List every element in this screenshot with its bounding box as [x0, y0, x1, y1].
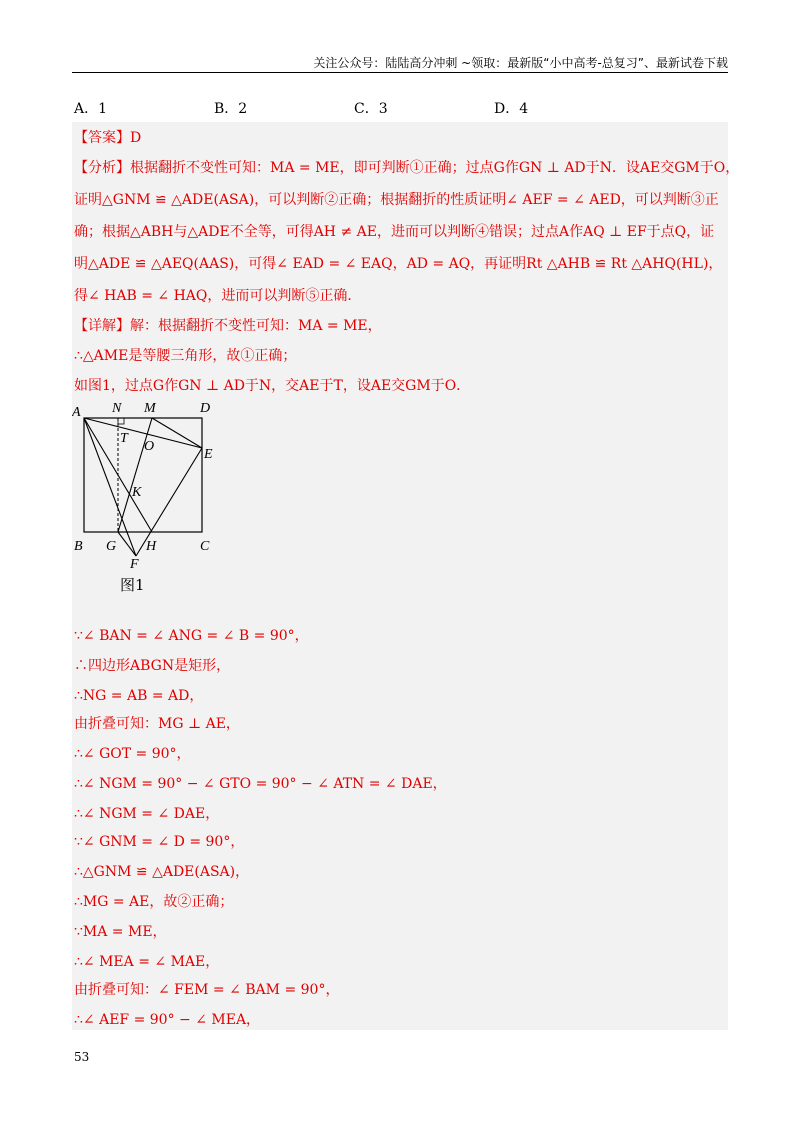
- step-line-13: 由折叠可知：∠ FEM = ∠ BAM = 90°，: [74, 982, 340, 998]
- label-a: A: [72, 405, 81, 420]
- label-o: O: [144, 439, 155, 454]
- square-abcd: [84, 418, 202, 532]
- header-rule: [72, 72, 728, 73]
- label-t: T: [120, 431, 128, 446]
- analysis-line-5: 得∠ HAB = ∠ HAQ，进而可以判断⑤正确．: [74, 288, 362, 304]
- detail-line-2: ∴△AME是等腰三角形，故①正确；: [74, 348, 297, 364]
- step-line-7: ∴∠ NGM = ∠ DAE，: [74, 806, 220, 822]
- figure-caption: 图1: [120, 576, 145, 594]
- step-line-9: ∴△GNM ≌ △ADE(ASA)，: [74, 864, 250, 880]
- page-header: 关注公众号：陆陆高分冲刺 ~领取：最新版“小中高考-总复习”、最新试卷下载: [313, 56, 728, 70]
- step-line-1: ∵∠ BAN = ∠ ANG = ∠ B = 90°，: [74, 628, 309, 644]
- step-line-8: ∵∠ GNM = ∠ D = 90°，: [74, 834, 245, 850]
- segment-ae: [84, 418, 202, 448]
- option-d: D．4: [494, 101, 529, 117]
- answer-options: [74, 98, 674, 118]
- step-line-11: ∵MA = ME，: [74, 924, 167, 940]
- label-h: H: [146, 539, 157, 554]
- option-b: B．2: [214, 101, 248, 117]
- segment-af: [84, 418, 136, 556]
- segment-gf: [118, 532, 136, 556]
- analysis-line-4: 明△ADE ≌ △AEQ(AAS)，可得∠ EAD = ∠ EAQ，AD = AQ，再证明Rt △AHB ≌ Rt △AHQ(HL)，: [74, 256, 723, 272]
- analysis-line-2: 证明△GNM ≌ △ADE(ASA)，可以判断②正确；根据翻折的性质证明∠ AEF = ∠ AED，可以判断③正: [74, 192, 719, 208]
- label-g: G: [106, 539, 117, 554]
- label-n: N: [112, 401, 122, 416]
- step-line-6: ∴∠ NGM = 90° − ∠ GTO = 90° − ∠ ATN = ∠ DAE，: [74, 776, 447, 792]
- label-b: B: [74, 539, 83, 554]
- step-line-12: ∴∠ MEA = ∠ MAE，: [74, 954, 220, 970]
- label-m: M: [144, 401, 156, 416]
- label-k: K: [132, 485, 142, 500]
- right-angle-mark: [118, 418, 124, 424]
- label-d: D: [200, 401, 211, 416]
- option-a: A．1: [74, 101, 108, 117]
- segment-me: [152, 418, 202, 448]
- option-c: C．3: [354, 101, 388, 117]
- label-e: E: [204, 447, 213, 462]
- analysis-line-3: 确；根据△ABH与△ADE不全等，可得AH ≠ AE，进而可以判断④错误；过点A作AQ ⊥ EF于点Q，证: [74, 224, 715, 240]
- answer-line: 【答案】D: [74, 130, 142, 146]
- step-line-4: 由折叠可知：MG ⊥ AE，: [74, 716, 240, 732]
- geometry-figure: [72, 398, 232, 598]
- step-line-10: ∴MG = AE，故②正确；: [74, 894, 234, 910]
- label-f: F: [130, 557, 139, 572]
- detail-line-1: 【详解】解：根据翻折不变性可知：MA = ME，: [74, 318, 382, 334]
- label-c: C: [200, 539, 210, 554]
- page-number: 53: [74, 1050, 90, 1064]
- step-line-3: ∴NG = AB = AD，: [74, 688, 204, 704]
- analysis-line-1: 【分析】根据翻折不变性可知：MA = ME，即可判断①正确；过点G作GN ⊥ AD于N．设AE交GM于O，: [74, 160, 740, 176]
- step-line-2: ∴四边形ABGN是矩形，: [74, 658, 231, 674]
- detail-line-3: 如图1，过点G作GN ⊥ AD于N，交AE于T，设AE交GM于O．: [74, 378, 471, 394]
- step-line-14: ∴∠ AEF = 90° − ∠ MEA，: [74, 1012, 261, 1028]
- step-line-5: ∴∠ GOT = 90°，: [74, 746, 191, 762]
